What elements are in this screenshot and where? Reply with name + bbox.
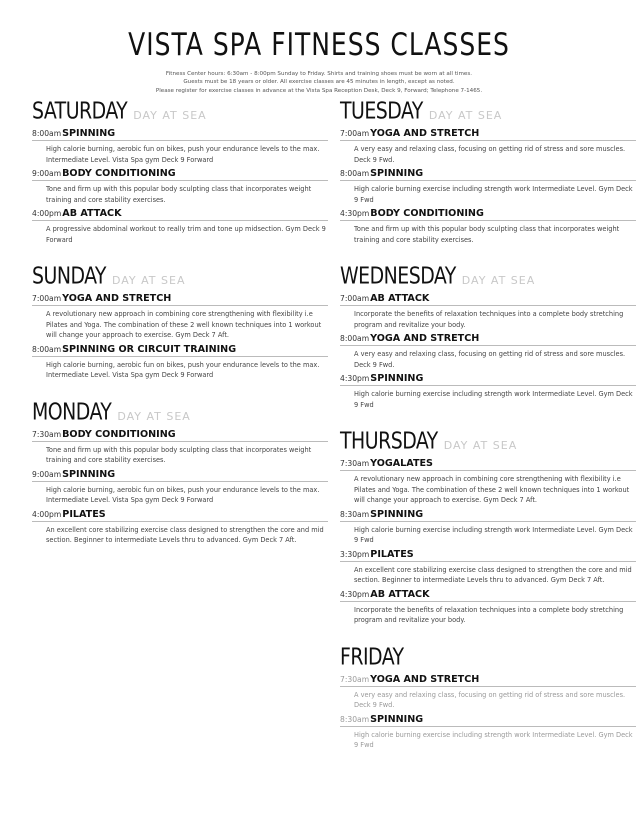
right-column	[340, 97, 636, 771]
class-entry	[32, 293, 328, 341]
class-heading	[32, 509, 328, 522]
class-heading	[32, 168, 328, 181]
class-entry	[340, 333, 636, 370]
class-entry	[340, 128, 636, 165]
day-heading	[32, 262, 328, 291]
class-entry	[32, 469, 328, 506]
class-description: High calorie burning, aerobic fun on bikes, push your endurance levels to the max. Intermediate Level. Vista Spa gym Deck 9 Forward	[46, 360, 320, 379]
class-description: A revolutionary new approach in combining core strengthening with flexibility i.e Pilates and Yoga. The combination of these 2 well known techniques into 1 workout will change your approach to exercise. Gym Deck 7 Aft.	[354, 475, 630, 504]
day-section-friday	[340, 643, 636, 751]
day-heading	[340, 427, 636, 456]
class-time: 8:30am	[340, 509, 370, 519]
class-description: A very easy and relaxing class, focusing on getting rid of stress and sore muscles. Deck 9 Fwd.	[354, 690, 626, 709]
class-time: 9:00am	[32, 169, 62, 178]
class-name: AB ATTACK	[370, 588, 430, 600]
class-entry	[340, 293, 636, 330]
class-time: 8:00am	[32, 344, 62, 354]
class-heading	[32, 429, 328, 442]
class-entry	[32, 509, 328, 546]
class-name: YOGA AND STRETCH	[370, 333, 480, 344]
intro-line: Fitness Center hours: 6:30am - 8:00pm Sunday to Friday. Shirts and training shoes must be worn at all times.	[165, 71, 473, 77]
class-name: BODY CONDITIONING	[62, 168, 176, 179]
class-entry	[340, 509, 636, 546]
day-heading	[340, 97, 636, 126]
class-entry	[340, 458, 636, 506]
day-subtitle: DAY AT SEA	[117, 409, 191, 423]
day-section-tuesday	[340, 97, 636, 245]
class-heading	[32, 128, 328, 141]
class-name: YOGA AND STRETCH	[370, 673, 480, 685]
class-name: SPINNING	[370, 508, 424, 520]
class-name: PILATES	[370, 548, 414, 560]
left-column	[32, 97, 328, 566]
class-heading	[340, 168, 636, 181]
class-entry	[32, 429, 328, 466]
class-time: 3:30pm	[340, 549, 370, 559]
day-heading	[340, 262, 636, 291]
class-time: 9:00am	[32, 469, 62, 479]
class-time: 7:30am	[340, 674, 370, 684]
class-heading	[340, 293, 636, 306]
class-time: 4:00pm	[32, 209, 62, 218]
class-time: 7:00am	[32, 294, 62, 303]
day-name: MONDAY	[32, 398, 112, 425]
class-description: Tone and firm up with this popular body sculpting class that incorporates weight training and core stability exercises.	[354, 225, 620, 244]
class-heading	[340, 128, 636, 141]
class-description: High calorie burning, aerobic fun on bikes, push your endurance levels to the max. Intermediate Level. Vista Spa gym Deck 9 Forward	[46, 485, 320, 504]
page-title: VISTA SPA FITNESS CLASSES	[128, 26, 510, 63]
class-time: 4:30pm	[340, 209, 370, 218]
class-description: Tone and firm up with this popular body sculpting class that incorporates weight training and core stability exercises.	[46, 185, 312, 204]
class-name: SPINNING	[62, 128, 116, 139]
class-description: A progressive abdominal workout to really trim and tone up midsection. Gym Deck 9 Forward	[46, 225, 326, 244]
class-description: Tone and firm up with this popular body sculpting class that incorporates weight training and core stability exercises.	[46, 445, 312, 464]
day-name: TUESDAY	[340, 97, 423, 124]
class-description: Incorporate the benefits of relaxation techniques into a complete body stretching program and revitalize your body.	[354, 605, 624, 624]
class-heading	[340, 373, 636, 386]
class-time: 7:30am	[32, 429, 62, 439]
class-name: SPINNING OR CIRCUIT TRAINING	[62, 343, 237, 355]
class-name: SPINNING	[370, 713, 424, 725]
class-heading	[32, 344, 328, 357]
day-subtitle: DAY AT SEA	[111, 274, 186, 287]
day-section-wednesday	[340, 262, 636, 410]
class-heading	[340, 714, 636, 727]
class-name: AB ATTACK	[62, 208, 122, 219]
class-time: 4:30pm	[340, 374, 370, 383]
class-description: An excellent core stabilizing exercise class designed to strengthen the core and mid section. Beginner to intermediate Levels thru to advanced. Gym Deck 7 Aft.	[354, 565, 632, 584]
class-heading	[340, 549, 636, 562]
class-entry	[340, 549, 636, 586]
day-section-thursday	[340, 427, 636, 626]
day-name: THURSDAY	[340, 427, 438, 454]
class-heading	[32, 469, 328, 482]
class-name: PILATES	[62, 508, 106, 520]
class-time: 7:00am	[340, 129, 370, 138]
class-entry	[32, 208, 328, 245]
class-name: SPINNING	[62, 468, 116, 480]
class-name: YOGA AND STRETCH	[62, 293, 172, 304]
class-heading	[340, 208, 636, 221]
class-name: BODY CONDITIONING	[370, 208, 484, 219]
class-heading	[340, 674, 636, 687]
class-name: SPINNING	[370, 373, 424, 384]
day-name: SUNDAY	[32, 262, 106, 289]
class-description: High calorie burning exercise including strength work Intermediate Level. Gym Deck 9 Fwd	[354, 185, 633, 204]
day-subtitle: DAY AT SEA	[428, 109, 503, 122]
day-subtitle: DAY AT SEA	[443, 439, 518, 452]
class-time: 7:30am	[340, 459, 370, 468]
day-section-sunday	[32, 262, 328, 381]
class-entry	[340, 674, 636, 711]
class-description: High calorie burning exercise including strength work Intermediate Level. Gym Deck 9 Fwd	[354, 390, 633, 409]
day-heading	[32, 398, 328, 427]
class-heading	[340, 589, 636, 602]
class-description: A revolutionary new approach in combining core strengthening with flexibility i.e Pilates and Yoga. The combination of these 2 well known techniques into 1 workout will change your approach to exercise. Gym Deck 7 Aft.	[46, 310, 322, 339]
class-description: High calorie burning exercise including strength work Intermediate Level. Gym Deck 9 Fwd	[354, 730, 633, 749]
class-time: 8:00am	[340, 334, 370, 343]
class-heading	[340, 458, 636, 471]
class-entry	[340, 168, 636, 205]
class-heading	[340, 333, 636, 346]
class-description: High calorie burning, aerobic fun on bikes, push your endurance levels to the max. Intermediate Level. Vista Spa gym Deck 9 Forward	[46, 145, 320, 164]
class-entry	[340, 589, 636, 626]
class-entry	[32, 128, 328, 165]
day-name: WEDNESDAY	[340, 262, 456, 289]
class-description: High calorie burning exercise including strength work Intermediate Level. Gym Deck 9 Fwd	[354, 525, 633, 544]
intro-line: Guests must be 18 years or older. All exercise classes are 45 minutes in length, except as noted.	[183, 79, 455, 86]
class-entry	[340, 373, 636, 410]
intro-text	[60, 70, 578, 95]
class-entry	[340, 714, 636, 751]
class-heading	[32, 208, 328, 221]
class-description: A very easy and relaxing class, focusing on getting rid of stress and sore muscles. Deck 9 Fwd.	[354, 350, 626, 369]
class-name: YOGALATES	[370, 458, 433, 469]
class-time: 4:30pm	[340, 589, 370, 599]
class-time: 7:00am	[340, 294, 370, 303]
day-heading	[340, 643, 636, 672]
day-subtitle: DAY AT SEA	[133, 109, 207, 122]
day-subtitle: DAY AT SEA	[461, 274, 536, 287]
day-heading	[32, 97, 328, 126]
class-heading	[340, 509, 636, 522]
class-time: 8:00am	[340, 169, 370, 178]
class-name: SPINNING	[370, 168, 424, 179]
class-time: 8:30am	[340, 714, 370, 724]
day-section-saturday	[32, 97, 328, 245]
class-name: AB ATTACK	[370, 293, 430, 304]
class-time: 8:00am	[32, 129, 62, 138]
class-entry	[32, 344, 328, 381]
class-name: YOGA AND STRETCH	[370, 128, 480, 139]
class-description: An excellent core stabilizing exercise class designed to strengthen the core and mid section. Beginner to intermediate Levels thru to advanced. Gym Deck 7 Aft.	[46, 525, 324, 544]
day-name: SATURDAY	[32, 97, 128, 124]
intro-line: Please register for exercise classes in advance at the Vista Spa Reception Desk, Deck 9, Forward; Telephone 7-1465.	[155, 87, 483, 94]
class-name: BODY CONDITIONING	[62, 428, 176, 440]
class-time: 4:00pm	[32, 509, 62, 519]
class-description: Incorporate the benefits of relaxation techniques into a complete body stretching program and revitalize your body.	[354, 310, 624, 329]
day-name: FRIDAY	[340, 643, 404, 670]
class-entry	[340, 208, 636, 245]
class-heading	[32, 293, 328, 306]
day-section-monday	[32, 398, 328, 546]
class-entry	[32, 168, 328, 205]
class-description: A very easy and relaxing class, focusing on getting rid of stress and sore muscles. Deck 9 Fwd.	[354, 145, 626, 164]
